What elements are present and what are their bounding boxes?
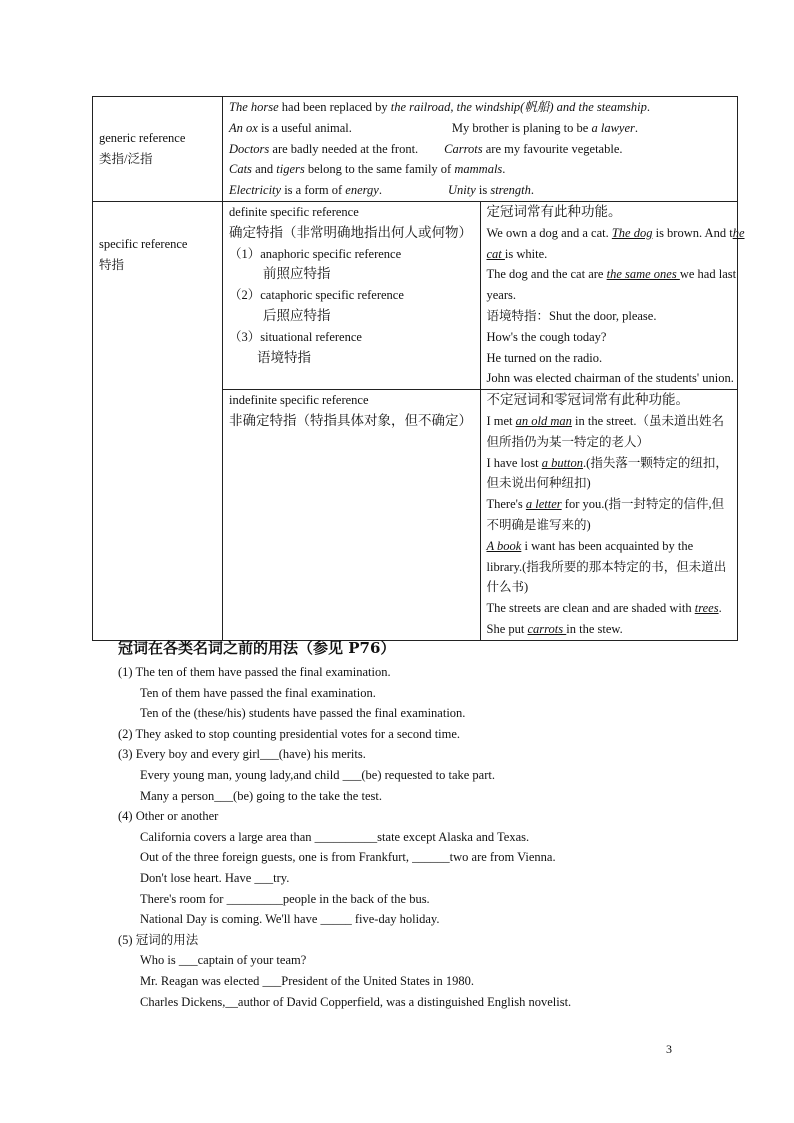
text-span: a letter xyxy=(525,497,562,512)
definite-title-en: definite specific reference xyxy=(229,204,359,219)
text-span: A book xyxy=(486,538,522,553)
exercise-line: (3) Every boy and every girl___(have) his merits. xyxy=(118,747,366,762)
text-span: Electricity xyxy=(229,183,282,198)
definite-example-8: John was elected chairman of the students' union. xyxy=(486,371,734,386)
indefinite-example-4 xyxy=(487,536,732,598)
exercise-line: California covers a large area than __________state except Alaska and Texas. xyxy=(140,829,530,844)
text-span: are badly needed at the front. xyxy=(269,141,419,156)
text-span: Unity xyxy=(447,183,476,198)
exercise-line: Mr. Reagan was elected ___President of the United States in 1980. xyxy=(140,973,474,988)
indefinite-example-3 xyxy=(487,494,732,536)
text-span: a button xyxy=(541,455,584,470)
definite-item-2-en: （2）cataphoric specific reference xyxy=(229,288,404,303)
text-span: . xyxy=(634,120,638,135)
text-span: cat xyxy=(486,246,505,261)
text-span: The dog xyxy=(611,225,653,240)
text-span: is white. xyxy=(504,246,548,261)
definite-intro: 定冠词常有此种功能。 xyxy=(486,203,622,219)
text-span: . xyxy=(718,601,722,616)
text-span: he xyxy=(732,225,745,240)
definite-row xyxy=(93,201,738,389)
text-span: . xyxy=(378,183,382,198)
generic-label-zh: 类指/泛指 xyxy=(99,151,153,166)
definite-title-zh: 确定特指（非常明确地指出何人或何物） xyxy=(229,224,472,240)
text-span: She put xyxy=(486,621,528,636)
generic-label-en: generic reference xyxy=(99,131,186,146)
exercise-line: There's room for _________people in the back of the bus. xyxy=(140,891,430,906)
text-span: The streets are clean and are shaded with xyxy=(486,601,695,616)
text-span: and xyxy=(251,162,277,177)
exercise-line: National Day is coming. We'll have _____ five-day holiday. xyxy=(140,912,440,927)
exercise-line: Many a person___(be) going to the take the test. xyxy=(140,788,382,803)
text-span: There's xyxy=(486,497,526,512)
text-span: . xyxy=(646,100,651,114)
specific-label-en: specific reference xyxy=(99,236,188,251)
text-span: energy xyxy=(345,183,379,198)
definite-example-3 xyxy=(486,264,737,285)
indefinite-description-cell xyxy=(223,390,481,641)
indefinite-title-en: indefinite specific reference xyxy=(229,393,369,408)
text-span: An ox xyxy=(229,120,258,135)
generic-line-3 xyxy=(229,139,731,160)
section-title: 冠词在各类名词之前的用法（参见 P76） xyxy=(118,639,396,657)
text-span: tigers xyxy=(276,162,305,177)
specific-label-cell xyxy=(93,201,223,640)
exercise-list xyxy=(118,662,571,1012)
text-span: The horse xyxy=(229,100,279,114)
specific-label-zh: 特指 xyxy=(99,257,125,272)
definite-item-1-en: （1）anaphoric specific reference xyxy=(229,246,402,261)
text-span: . xyxy=(502,162,506,177)
exercise-line: Ten of the (these/his) students have passed the final examination. xyxy=(140,706,466,721)
text-span: is a form of xyxy=(281,183,346,198)
definite-example-7: He turned on the radio. xyxy=(486,350,603,365)
exercise-line: (2) They asked to stop counting presidential votes for a second time. xyxy=(118,726,461,741)
definite-example-1 xyxy=(486,223,745,244)
exercise-line: Charles Dickens,__author of David Copperfield, was a distinguished English novelist. xyxy=(140,994,572,1009)
indefinite-example-6 xyxy=(487,619,732,640)
indefinite-example-2 xyxy=(487,453,732,495)
definite-item-3-en: （3）situational reference xyxy=(229,329,362,344)
indefinite-intro: 不定冠词和零冠词常有此种功能。 xyxy=(486,392,689,408)
reference-table xyxy=(92,96,745,641)
definite-example-2 xyxy=(487,244,732,265)
definite-item-3-zh: 语境特指 xyxy=(257,349,311,365)
generic-line-1 xyxy=(229,97,731,118)
exercise-line: Don't lose heart. Have ___try. xyxy=(140,870,290,885)
text-span: are my favourite vegetable. xyxy=(482,141,623,156)
page-number: 3 xyxy=(666,1042,672,1056)
text-span: a lawyer xyxy=(591,120,635,135)
text-span: I have lost xyxy=(486,455,542,470)
exercise-line: Every young man, young lady,and child ___(be) requested to take part. xyxy=(140,767,495,782)
text-span: strength xyxy=(490,183,531,198)
indefinite-example-1 xyxy=(487,411,732,453)
text-span: Doctors xyxy=(229,141,270,156)
text-span: My brother is planing to be xyxy=(451,120,592,135)
generic-examples-cell xyxy=(223,97,738,202)
text-span: an old man xyxy=(515,413,572,428)
text-span: we had last xyxy=(679,267,737,282)
text-span: I met xyxy=(486,413,516,428)
exercise-line: Ten of them have passed the final examination. xyxy=(140,685,376,700)
text-span: is brown. And t xyxy=(652,225,733,240)
exercise-line: (1) The ten of them have passed the final examination. xyxy=(118,665,391,679)
text-span: the railroad, the windship(帆船) and the steamship xyxy=(390,100,647,114)
definite-item-1-zh: 前照应特指 xyxy=(263,266,331,282)
definite-example-5: 语境特指：Shut the door, please. xyxy=(486,308,657,323)
indefinite-examples-cell xyxy=(480,390,738,641)
text-span: had been replaced by xyxy=(278,100,391,114)
generic-row xyxy=(93,97,738,202)
exercise-line: (4) Other or another xyxy=(118,809,219,824)
text-span: is a useful animal. xyxy=(257,120,352,135)
definite-example-6: How's the cough today? xyxy=(486,329,607,344)
text-span: is xyxy=(475,183,491,198)
text-span: Carrots xyxy=(444,141,483,156)
text-span: .(指失落一颗特定的纽扣，但未说出何种纽扣) xyxy=(486,455,728,491)
generic-label-cell xyxy=(93,97,223,202)
indefinite-example-5 xyxy=(487,598,732,619)
text-span: carrots xyxy=(527,621,567,636)
text-span: the same ones xyxy=(606,267,680,282)
text-span: belong to the same family of xyxy=(304,162,455,177)
text-span: The dog and the cat are xyxy=(486,267,607,282)
text-span: in the street.（虽未道出姓名但所指仍为某一特定的老人） xyxy=(486,413,724,449)
indefinite-title-zh: 非确定特指（特指具体对象，但不确定） xyxy=(229,412,472,428)
generic-line-2 xyxy=(229,118,731,139)
definite-description-cell xyxy=(223,201,481,389)
text-span: Cats xyxy=(229,162,252,177)
definite-examples-cell xyxy=(480,201,745,389)
text-span: . xyxy=(530,183,534,198)
text-span: i want has been acquainted by the library.(指我所要的那本特定的书，但未道出什么书) xyxy=(486,538,727,595)
definite-item-2-zh: 后照应特指 xyxy=(263,307,331,323)
text-span: in the stew. xyxy=(566,621,623,636)
text-span: mammals xyxy=(454,162,503,177)
text-span: for you.(指一封特定的信件,但不明确是谁写来的) xyxy=(486,497,725,532)
exercise-line: Who is ___captain of your team? xyxy=(140,953,307,968)
definite-example-4: years. xyxy=(486,288,516,303)
exercise-line: (5) 冠词的用法 xyxy=(118,932,199,947)
text-span: trees xyxy=(694,601,719,616)
generic-line-5 xyxy=(229,180,731,201)
generic-line-4 xyxy=(229,159,731,180)
text-span: We own a dog and a cat. xyxy=(486,225,612,240)
exercise-line: Out of the three foreign guests, one is from Frankfurt, ______two are from Vienna. xyxy=(140,850,556,865)
